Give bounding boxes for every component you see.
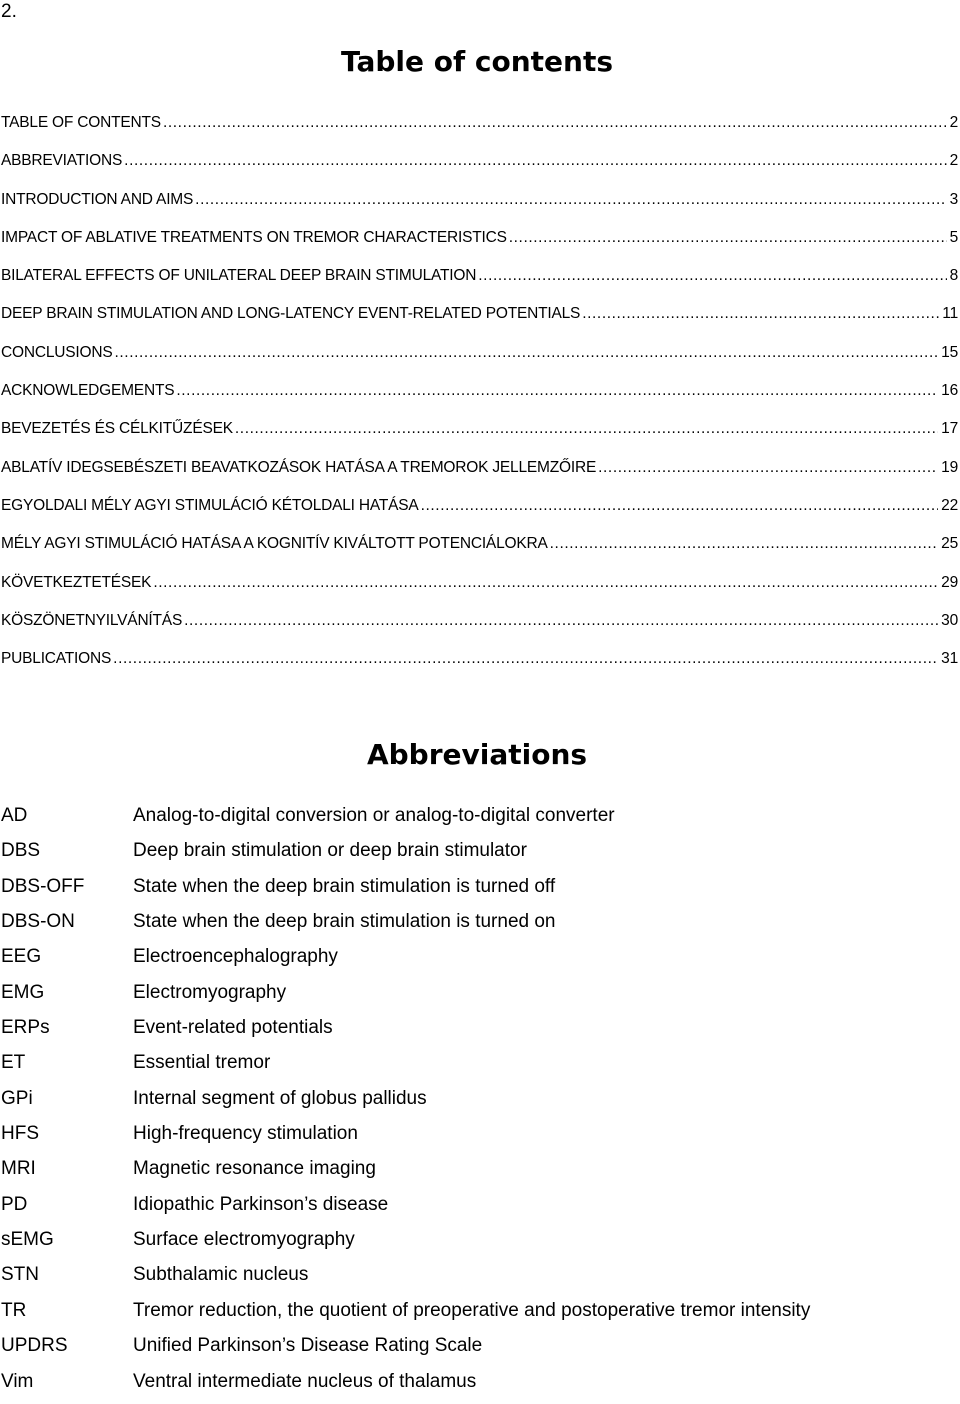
abbreviation-row bbox=[1, 1298, 931, 1333]
abbreviation-row bbox=[1, 838, 931, 873]
toc-entry-title: ABBREVIATIONS bbox=[1, 152, 123, 170]
abbreviation-definition: Deep brain stimulation or deep brain stimulator bbox=[133, 840, 527, 862]
abbreviation-definition: Unified Parkinson’s Disease Rating Scale bbox=[133, 1335, 483, 1357]
toc-entry[interactable] bbox=[1, 149, 958, 187]
abbreviation-term: sEMG bbox=[1, 1229, 54, 1251]
abbreviation-definition: Essential tremor bbox=[133, 1052, 271, 1074]
toc-entry-title: DEEP BRAIN STIMULATION AND LONG-LATENCY EVENT-RELATED POTENTIALS bbox=[1, 305, 581, 323]
abbreviation-term: HFS bbox=[1, 1123, 39, 1145]
abbreviation-definition: Magnetic resonance imaging bbox=[133, 1158, 376, 1180]
toc-heading: Table of contents bbox=[340, 45, 614, 78]
toc-entry[interactable] bbox=[1, 264, 958, 302]
toc-entry-title: KÖVETKEZTETÉSEK bbox=[1, 573, 152, 591]
abbreviation-term: DBS bbox=[1, 840, 41, 862]
abbreviation-definition: Ventral intermediate nucleus of thalamus bbox=[133, 1370, 477, 1392]
abbreviation-term: TR bbox=[1, 1299, 27, 1321]
abbreviation-row bbox=[1, 1227, 931, 1262]
abbreviation-row bbox=[1, 1121, 931, 1156]
abbreviation-definition: Event-related potentials bbox=[133, 1017, 333, 1039]
abbreviation-term: ET bbox=[1, 1052, 26, 1074]
abbreviation-term: AD bbox=[1, 805, 28, 826]
toc-dot-leader bbox=[113, 647, 938, 671]
abbreviation-definition: Tremor reduction, the quotient of preoperative and postoperative tremor intensity bbox=[133, 1299, 811, 1321]
toc-entry-title: CONCLUSIONS bbox=[1, 343, 113, 361]
abbreviation-row bbox=[1, 944, 931, 979]
abbreviation-term: ERPs bbox=[1, 1017, 50, 1039]
abbreviation-row bbox=[1, 1369, 931, 1404]
abbreviation-definition: Electroencephalography bbox=[133, 946, 338, 968]
abbreviation-term: UPDRS bbox=[1, 1335, 68, 1357]
toc-entry-page: 17 bbox=[941, 420, 958, 438]
toc-entry-title: INTRODUCTION AND AIMS bbox=[1, 190, 194, 208]
toc-entry-page: 3 bbox=[949, 190, 958, 208]
toc-entry-title: IMPACT OF ABLATIVE TREATMENTS ON TREMOR CHARACTERISTICS bbox=[1, 228, 507, 246]
toc-entry-page: 16 bbox=[941, 382, 958, 400]
abbreviation-definition: State when the deep brain stimulation is turned on bbox=[133, 911, 556, 933]
toc-entry-page: 29 bbox=[941, 573, 958, 591]
abbreviation-definition: State when the deep brain stimulation is turned off bbox=[133, 875, 556, 897]
toc-entry-title: EGYOLDALI MÉLY AGYI STIMULÁCIÓ KÉTOLDALI HATÁSA bbox=[1, 496, 419, 514]
toc-entry[interactable] bbox=[1, 609, 958, 647]
toc-dot-leader bbox=[184, 609, 938, 633]
toc-entry-title: MÉLY AGYI STIMULÁCIÓ HATÁSA A KOGNITÍV KIVÁLTOTT POTENCIÁLOKRA bbox=[1, 535, 548, 553]
abbreviation-row bbox=[1, 1262, 931, 1297]
abbreviation-row bbox=[1, 1333, 931, 1368]
toc-entry-title: TABLE OF CONTENTS bbox=[1, 114, 161, 131]
abbreviation-definition: Surface electromyography bbox=[133, 1229, 355, 1251]
abbreviation-row bbox=[1, 1192, 931, 1227]
toc-entry-page: 8 bbox=[949, 267, 958, 285]
toc-entry-title: ACKNOWLEDGEMENTS bbox=[1, 382, 175, 400]
toc-dot-leader bbox=[195, 188, 946, 212]
abbreviation-row bbox=[1, 803, 931, 838]
abbreviation-term: STN bbox=[1, 1264, 39, 1286]
toc-entry-title: KÖSZÖNETNYILVÁNÍTÁS bbox=[1, 611, 183, 629]
abbreviation-term: EMG bbox=[1, 981, 45, 1003]
toc-entry[interactable] bbox=[1, 188, 958, 226]
abbreviation-definition: Analog-to-digital conversion or analog-to-digital converter bbox=[133, 805, 615, 826]
toc-dot-leader bbox=[124, 149, 946, 173]
abbreviation-row bbox=[1, 1050, 931, 1085]
toc-list bbox=[1, 111, 958, 685]
toc-entry-title: BILATERAL EFFECTS OF UNILATERAL DEEP BRAIN STIMULATION bbox=[1, 267, 477, 285]
toc-entry-title: BEVEZETÉS ÉS CÉLKITŰZÉSEK bbox=[1, 420, 233, 438]
toc-entry-page: 2 bbox=[949, 114, 958, 131]
abbreviation-term: Vim bbox=[1, 1370, 34, 1392]
abbreviation-term: MRI bbox=[1, 1158, 36, 1180]
abbreviation-definition: High-frequency stimulation bbox=[133, 1123, 358, 1145]
abbreviations-heading: Abbreviations bbox=[366, 738, 588, 771]
toc-entry[interactable] bbox=[1, 532, 958, 570]
toc-entry[interactable] bbox=[1, 647, 958, 685]
abbreviation-definition: Subthalamic nucleus bbox=[133, 1264, 309, 1286]
abbreviation-term: DBS-OFF bbox=[1, 875, 85, 897]
toc-dot-leader bbox=[163, 111, 947, 135]
toc-entry[interactable] bbox=[1, 226, 958, 264]
toc-entry-page: 30 bbox=[941, 611, 958, 629]
toc-entry[interactable] bbox=[1, 379, 958, 417]
toc-dot-leader bbox=[598, 456, 938, 480]
abbreviation-definition: Internal segment of globus pallidus bbox=[133, 1087, 427, 1109]
toc-entry-title: ABLATÍV IDEGSEBÉSZETI BEAVATKOZÁSOK HATÁSA A TREMOROK JELLEMZŐIRE bbox=[1, 458, 597, 476]
toc-dot-leader bbox=[114, 341, 938, 365]
abbreviation-definition: Electromyography bbox=[133, 981, 287, 1003]
toc-entry[interactable] bbox=[1, 341, 958, 379]
abbreviation-row bbox=[1, 1015, 931, 1050]
abbreviation-row bbox=[1, 874, 931, 909]
toc-entry-page: 22 bbox=[941, 496, 958, 514]
toc-entry[interactable] bbox=[1, 571, 958, 609]
toc-dot-leader bbox=[478, 264, 946, 288]
toc-dot-leader bbox=[550, 532, 939, 556]
abbreviation-term: PD bbox=[1, 1193, 28, 1215]
toc-entry[interactable] bbox=[1, 417, 958, 455]
toc-dot-leader bbox=[176, 379, 938, 403]
toc-dot-leader bbox=[509, 226, 947, 250]
toc-entry-page: 5 bbox=[949, 228, 958, 246]
abbreviation-row bbox=[1, 1086, 931, 1121]
toc-entry-page: 2 bbox=[949, 152, 958, 170]
toc-entry-page: 25 bbox=[941, 535, 958, 553]
toc-entry-title: PUBLICATIONS bbox=[1, 650, 112, 668]
toc-entry[interactable] bbox=[1, 111, 958, 149]
toc-dot-leader bbox=[153, 571, 938, 595]
abbreviation-definition: Idiopathic Parkinson’s disease bbox=[133, 1193, 389, 1215]
abbreviation-row bbox=[1, 980, 931, 1015]
abbreviation-row bbox=[1, 1156, 931, 1191]
abbreviation-term: GPi bbox=[1, 1087, 33, 1109]
abbreviation-row bbox=[1, 909, 931, 944]
toc-dot-leader bbox=[421, 494, 939, 518]
abbreviation-term: EEG bbox=[1, 946, 42, 968]
toc-entry[interactable] bbox=[1, 456, 958, 494]
toc-entry[interactable] bbox=[1, 494, 958, 532]
toc-entry-page: 31 bbox=[941, 650, 958, 668]
page-number: 2. bbox=[1, 1, 17, 22]
toc-entry-page: 11 bbox=[942, 305, 958, 323]
abbreviation-term: DBS-ON bbox=[1, 911, 75, 933]
toc-entry-page: 15 bbox=[941, 343, 958, 361]
toc-dot-leader bbox=[582, 302, 939, 326]
toc-entry[interactable] bbox=[1, 302, 958, 340]
abbreviations-list bbox=[1, 803, 931, 1404]
toc-dot-leader bbox=[235, 417, 938, 441]
toc-entry-page: 19 bbox=[941, 458, 958, 476]
